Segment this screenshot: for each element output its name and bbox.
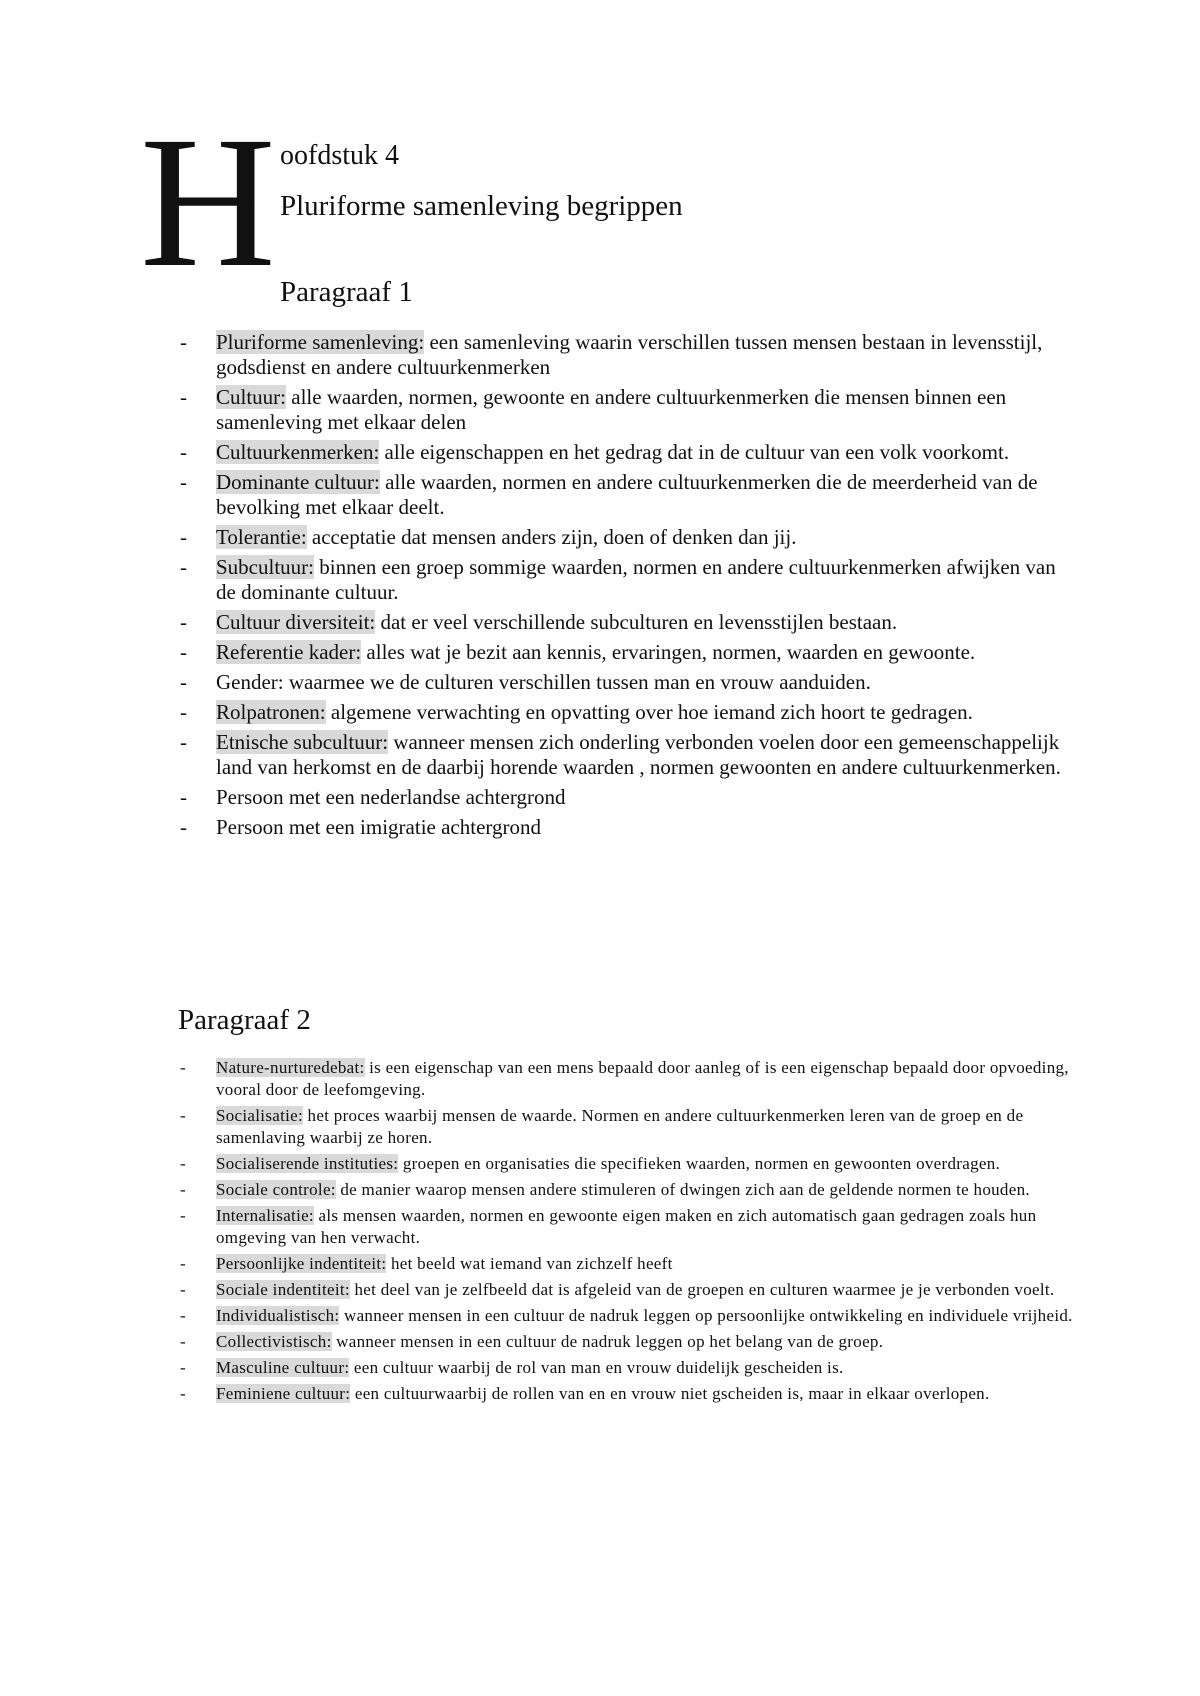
list-item: [178, 700, 1078, 725]
term-label: Rolpatronen:: [216, 700, 326, 724]
list-item: [178, 1331, 1078, 1353]
bullet-dash: -: [180, 470, 187, 494]
term-label: Tolerantie:: [216, 525, 307, 549]
bullet-dash: -: [180, 1306, 186, 1325]
bullet-dash: -: [180, 1206, 186, 1225]
term-label: Pluriforme samenleving:: [216, 330, 425, 354]
definition-text: wanneer mensen in een cultuur de nadruk leggen op persoonlijke ontwikkeling en individuele vrijheid.: [339, 1306, 1073, 1325]
definition-text: alle waarden, normen en andere cultuurkenmerken die de meerderheid van de bevolking met elkaar deelt.: [216, 470, 1038, 519]
list-item: [178, 1279, 1078, 1301]
definition-text: wanneer mensen zich onderling verbonden voelen door een gemeenschappelijk land van herkomst en de daarbij horende waarden , normen gewoonten en andere cultuurkenmerken.: [216, 730, 1061, 779]
definition-text: als mensen waarden, normen en gewoonte eigen maken en zich automatisch gaan gedragen zoals hun omgeving van hen verwacht.: [216, 1206, 1037, 1247]
bullet-dash: -: [180, 785, 187, 809]
list-item: [178, 1105, 1078, 1149]
term-label: Sociale controle:: [216, 1180, 336, 1199]
paragraph-2-definition-list: [178, 1057, 1078, 1409]
definition-text: alle eigenschappen en het gedrag dat in de cultuur van een volk voorkomt.: [379, 440, 1010, 464]
term-label: Collectivistisch:: [216, 1332, 332, 1351]
bullet-dash: -: [180, 1058, 186, 1077]
bullet-dash: -: [180, 700, 187, 724]
term-label: Subcultuur:: [216, 555, 314, 579]
definition-text: het beeld wat iemand van zichzelf heeft: [386, 1254, 673, 1273]
list-item: [178, 330, 1078, 380]
list-item: [178, 670, 1078, 695]
definition-text: groepen en organisaties die specifieken waarden, normen en gewoonten overdragen.: [398, 1154, 1001, 1173]
term-label: Socialisatie:: [216, 1106, 303, 1125]
list-item: [178, 1205, 1078, 1249]
list-item: [178, 1383, 1078, 1405]
term-label: Etnische subcultuur:: [216, 730, 389, 754]
bullet-dash: -: [180, 1254, 186, 1273]
bullet-dash: -: [180, 1280, 186, 1299]
definition-text: een samenleving waarin verschillen tussen mensen bestaan in levensstijl, godsdienst en andere cultuurkenmerken: [216, 330, 1043, 379]
definition-text: het deel van je zelfbeeld dat is afgeleid van de groepen en culturen waarmee je je verbonden voelt.: [349, 1280, 1055, 1299]
list-item: [178, 1253, 1078, 1275]
list-item: [178, 1057, 1078, 1101]
list-item: [178, 470, 1078, 520]
drop-cap: H: [140, 97, 276, 306]
list-item: [178, 1153, 1078, 1175]
term-label: Cultuur:: [216, 385, 287, 409]
list-item: [178, 1357, 1078, 1379]
definition-text: Gender: waarmee we de culturen verschillen tussen man en vrouw aanduiden.: [216, 670, 871, 694]
bullet-dash: -: [180, 1384, 186, 1403]
list-item: [178, 440, 1078, 465]
term-label: Persoonlijke indentiteit:: [216, 1254, 387, 1273]
bullet-dash: -: [180, 440, 187, 464]
definition-text: wanneer mensen in een cultuur de nadruk leggen op het belang van de groep.: [331, 1332, 884, 1351]
bullet-dash: -: [180, 640, 187, 664]
term-label: Individualistisch:: [216, 1306, 340, 1325]
definition-text: dat er veel verschillende subculturen en levensstijlen bestaan.: [375, 610, 898, 634]
list-item: [178, 640, 1078, 665]
list-item: [178, 610, 1078, 635]
paragraph-1-definition-list: [178, 330, 1078, 845]
term-label: Socialiserende instituties:: [216, 1154, 399, 1173]
term-label: Internalisatie:: [216, 1206, 314, 1225]
bullet-dash: -: [180, 815, 187, 839]
bullet-dash: -: [180, 555, 187, 579]
bullet-dash: -: [180, 1154, 186, 1173]
list-item: [178, 730, 1078, 780]
term-label: Dominante cultuur:: [216, 470, 380, 494]
definition-text: algemene verwachting en opvatting over hoe iemand zich hoort te gedragen.: [325, 700, 973, 724]
definition-text: acceptatie dat mensen anders zijn, doen of denken dan jij.: [306, 525, 797, 549]
term-label: Referentie kader:: [216, 640, 362, 664]
bullet-dash: -: [180, 525, 187, 549]
list-item: [178, 1305, 1078, 1327]
bullet-dash: -: [180, 1332, 186, 1351]
term-label: Masculine cultuur:: [216, 1358, 350, 1377]
definition-text: Persoon met een imigratie achtergrond: [216, 815, 542, 839]
definition-text: Persoon met een nederlandse achtergrond: [216, 785, 566, 809]
list-item: [178, 525, 1078, 550]
definition-text: binnen een groep sommige waarden, normen en andere cultuurkenmerken afwijken van de dominante cultuur.: [216, 555, 1056, 604]
term-label: Feminiene cultuur:: [216, 1384, 351, 1403]
bullet-dash: -: [180, 610, 187, 634]
definition-text: alle waarden, normen, gewoonte en andere cultuurkenmerken die mensen binnen een samenleving met elkaar delen: [216, 385, 1007, 434]
term-label: Cultuurkenmerken:: [216, 440, 380, 464]
list-item: [178, 555, 1078, 605]
list-item: [178, 815, 1078, 840]
definition-text: alles wat je bezit aan kennis, ervaringen, normen, waarden en gewoonte.: [361, 640, 976, 664]
paragraph-2-heading: Paragraaf 2: [178, 1004, 311, 1036]
bullet-dash: -: [180, 1358, 186, 1377]
bullet-dash: -: [180, 1106, 186, 1125]
list-item: [178, 385, 1078, 435]
bullet-dash: -: [180, 1180, 186, 1199]
definition-text: een cultuur waarbij de rol van man en vrouw duidelijk gescheiden is.: [349, 1358, 844, 1377]
bullet-dash: -: [180, 385, 187, 409]
term-label: Nature-nurturedebat:: [216, 1058, 365, 1077]
term-label: Cultuur diversiteit:: [216, 610, 376, 634]
chapter-subtitle: Pluriforme samenleving begrippen: [280, 190, 683, 222]
definition-text: het proces waarbij mensen de waarde. Normen en andere cultuurkenmerken leren van de groep en de samenlaving waarbij ze horen.: [216, 1106, 1024, 1147]
bullet-dash: -: [180, 730, 187, 754]
list-item: [178, 785, 1078, 810]
definition-text: de manier waarop mensen andere stimuleren of dwingen zich aan de geldende normen te houden.: [335, 1180, 1030, 1199]
list-item: [178, 1179, 1078, 1201]
definition-text: is een eigenschap van een mens bepaald door aanleg of is een eigenschap bepaald door opvoeding, vooral door de leefomgeving.: [216, 1058, 1069, 1099]
term-label: Sociale indentiteit:: [216, 1280, 350, 1299]
paragraph-1-heading: Paragraaf 1: [280, 276, 413, 308]
bullet-dash: -: [180, 670, 187, 694]
definition-text: een cultuurwaarbij de rollen van en en vrouw niet gscheiden is, maar in elkaar overlopen.: [350, 1384, 990, 1403]
chapter-title: oofdstuk 4: [280, 140, 399, 171]
bullet-dash: -: [180, 330, 187, 354]
